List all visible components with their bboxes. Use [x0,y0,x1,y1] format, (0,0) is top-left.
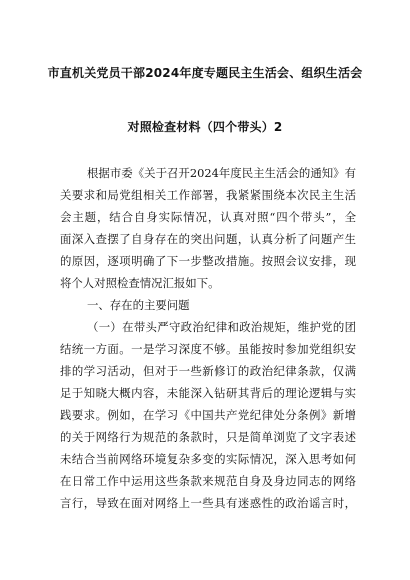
intro-paragraph-line: 会主题，结合自身实际情况，认真对照“四个带头”，全 [60,210,356,224]
section-heading: 一、存在的主要问题 [87,298,190,312]
subsection-paragraph-line: 排的学习活动，但对于一些新修订的政治纪律条款，仅满 [60,364,356,378]
subsection-paragraph-line: 未结合当前网络环境复杂多变的实际情况，深入思考如何 [60,452,356,466]
intro-paragraph-line: 根据市委《关于召开2024年度民主生活会的通知》有 [87,166,356,180]
intro-paragraph-line: 关要求和局党组相关工作部署，我紧紧围绕本次民主生活 [60,188,356,202]
intro-paragraph-line: 将个人对照检查情况汇报如下。 [60,276,220,290]
subsection-paragraph-line: 践要求。例如，在学习《中国共产党纪律处分条例》新增 [60,408,356,422]
intro-paragraph-line: 面深入查摆了自身存在的突出问题，认真分析了问题产生 [60,232,356,246]
subsection-paragraph-line: 足于知晓大概内容，未能深入钻研其背后的理论逻辑与实 [60,386,356,400]
document-title-line-2: 对照检查材料（四个带头）2 [127,120,283,134]
subsection-paragraph-line: （一）在带头严守政治纪律和政治规矩，维护党的团 [87,320,356,334]
subsection-paragraph-line: 的关于网络行为规范的条款时，只是简单浏览了文字表述 [60,430,356,444]
document-title-line-1: 市直机关党员干部2024年度专题民主生活会、组织生活会 [47,66,363,80]
subsection-paragraph-line: 言行，导致在面对网络上一些具有迷惑性的政治谣言时， [60,496,356,510]
intro-paragraph-line: 的原因，逐项明确了下一步整改措施。按照会议安排，现 [60,254,356,268]
subsection-paragraph-line: 结统一方面。一是学习深度不够。虽能按时参加党组织安 [60,342,356,356]
subsection-paragraph-line: 在日常工作中运用这些条款来规范自身及身边同志的网络 [60,474,356,488]
